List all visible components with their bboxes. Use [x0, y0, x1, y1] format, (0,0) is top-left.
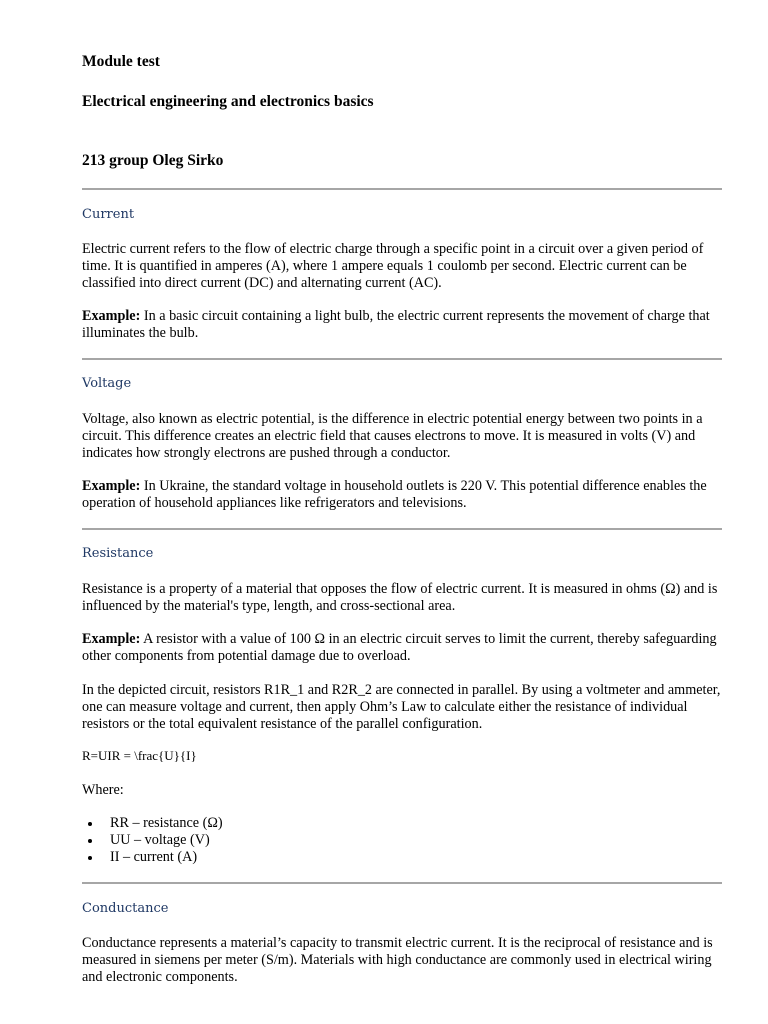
- section-heading-conductance: Conductance: [82, 901, 169, 916]
- list-item: RR – resistance (Ω): [82, 815, 223, 832]
- variable-list: [82, 815, 223, 866]
- course-title: Electrical engineering and electronics basics: [82, 93, 374, 110]
- resistance-paragraph: Resistance is a property of a material that opposes the flow of electric current. It is measured in ohms (Ω) and is influenced by the material's type, length, and cross-sectional area.: [82, 581, 718, 614]
- voltage-paragraph: Voltage, also known as electric potential, is the difference in electric potential energy between two points in a circuit. This difference creates an electric field that causes electrons to move. It is measured in volts (V) and indicates how strongly electrons are pushed through a conductor.: [82, 411, 703, 461]
- conductance-paragraph: Conductance represents a material’s capacity to transmit electric current. It is the reciprocal of resistance and is measured in siemens per meter (S/m). Materials with high conductance are commonly used in electrical wiring and electronic components.: [82, 935, 713, 985]
- example-text: In a basic circuit containing a light bulb, the electric current represents the movement of charge that illuminates the bulb.: [82, 308, 710, 341]
- section-divider: [82, 188, 722, 190]
- ohms-law-formula: R=UIR = \frac{U}{I}: [82, 748, 197, 763]
- section-divider: [82, 358, 722, 360]
- resistance-example: [82, 631, 724, 665]
- example-text: A resistor with a value of 100 Ω in an electric circuit serves to limit the current, thereby safeguarding other components from potential damage due to overload.: [82, 631, 717, 664]
- group-and-author: 213 group Oleg Sirko: [82, 152, 224, 169]
- example-label: Example:: [82, 631, 141, 647]
- module-title: Module test: [82, 53, 160, 70]
- current-paragraph: Electric current refers to the flow of electric charge through a specific point in a circuit over a given period of time. It is quantified in amperes (A), where 1 ampere equals 1 coulomb per second. Electric current can be classified into direct current (DC) and alternating current (AC).: [82, 241, 704, 291]
- where-label: Where:: [82, 782, 124, 798]
- section-heading-current: Current: [82, 207, 135, 222]
- example-label: Example:: [82, 308, 141, 324]
- list-item: II – current (A): [82, 849, 223, 866]
- list-item: UU – voltage (V): [82, 832, 223, 849]
- example-text: In Ukraine, the standard voltage in household outlets is 220 V. This potential difference enables the operation of household appliances like refrigerators and televisions.: [82, 478, 707, 511]
- section-divider: [82, 528, 722, 530]
- circuit-paragraph: In the depicted circuit, resistors R1R_1 and R2R_2 are connected in parallel. By using a voltmeter and ammeter, one can measure voltage and current, then apply Ohm’s Law to calculate either the resistance of individual resistors or the total equivalent resistance of the parallel configuration.: [82, 682, 721, 732]
- section-divider: [82, 882, 722, 884]
- section-heading-resistance: Resistance: [82, 546, 154, 561]
- current-example: [82, 308, 724, 342]
- example-label: Example:: [82, 478, 141, 494]
- section-heading-voltage: Voltage: [82, 376, 132, 391]
- voltage-example: [82, 478, 724, 512]
